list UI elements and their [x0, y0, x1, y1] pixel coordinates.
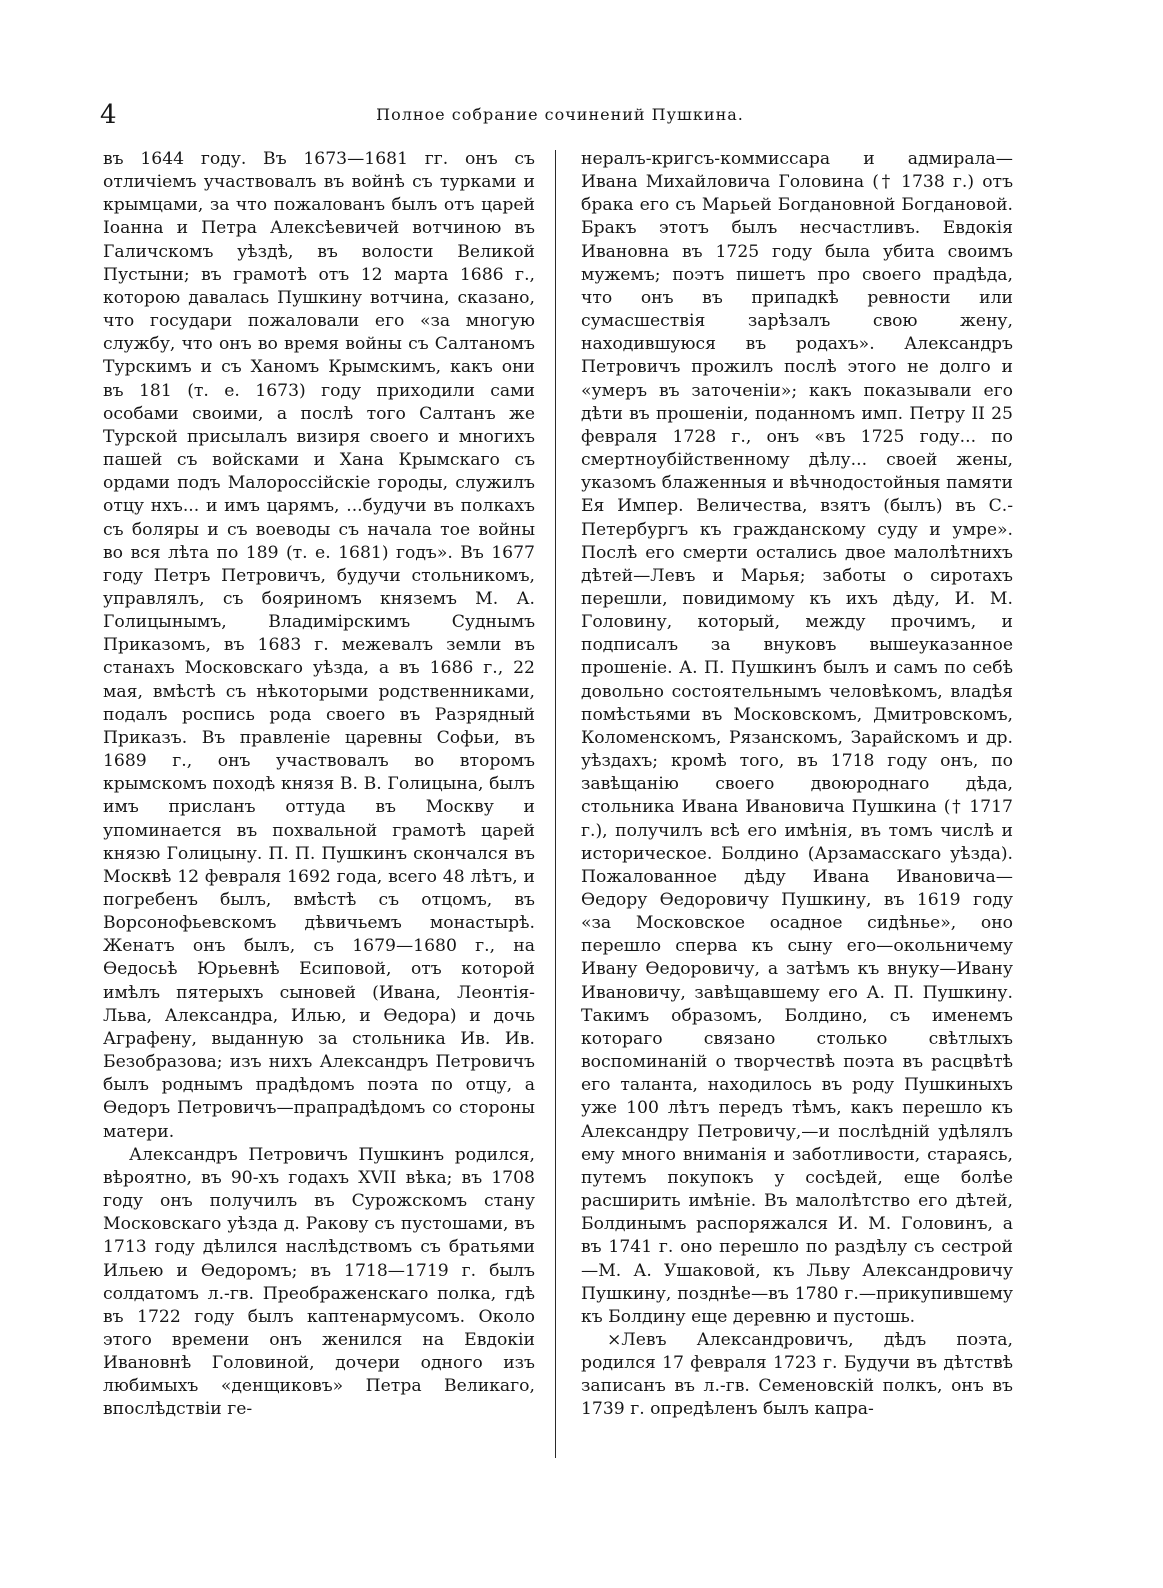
left-paragraph-2: Александръ Петровичъ Пушкинъ родился, вѣроятно, въ 90-хъ годахъ XVII вѣка; въ 1708 году онъ получилъ въ Сурожскомъ стану Московскаго уѣзда д. Ракову съ пустошами, въ 1713 году дѣлился наслѣдствомъ съ братьями Ильею и Ѳедоромъ; въ 1718—1719 г. былъ солдатомъ л.-гв. Преображенскаго полка, гдѣ въ 1722 году былъ каптенармусомъ. Около этого времени онъ женился на Евдокіи Ивановнѣ Головиной, дочери одного изъ любимыхъ «денщиковъ» Петра Великаго, впослѣдствіи ге-: [103, 1144, 535, 1420]
left-column: [103, 148, 535, 1422]
right-column: [581, 148, 1013, 1422]
running-title: Полное собрание сочинений Пушкина.: [376, 105, 744, 124]
right-paragraph-2: ×Левъ Александровичъ, дѣдъ поэта, родился 17 февраля 1723 г. Будучи въ дѣтствѣ записанъ въ л.-гв. Семеновскій полкъ, онъ въ 1739 г. опредѣленъ былъ капра-: [581, 1329, 1013, 1420]
left-paragraph-1: въ 1644 году. Въ 1673—1681 гг. онъ съ отличіемъ участвовалъ въ войнѣ съ турками и крымцами, за что пожалованъ былъ отъ царей Іоанна и Петра Алексѣевичей вотчиною въ Галичскомъ уѣздѣ, въ волости Великой Пустыни; въ грамотѣ отъ 12 марта 1686 г., которою давалась Пушкину вотчина, сказано, что государи пожаловали его «за многую службу, что онъ во время войны съ Салтаномъ Турскимъ и съ Ханомъ Крымскимъ, какъ они въ 181 (т. е. 1673) году приходили сами особами своими, а послѣ того Салтанъ же Турской присылалъ визиря своего и многихъ пашей съ войсками и Хана Крымскаго съ ордами подъ Малороссійскіе городы, служилъ отцу нхъ... и имъ царямъ, ...будучи въ полкахъ съ боляры и съ воеводы съ начала тое войны во вся лѣта по 189 (т. е. 1681) годъ». Въ 1677 году Петръ Петровичъ, будучи стольникомъ, управлялъ, съ бояриномъ княземъ М. А. Голицынымъ, Владимірскимъ Суднымъ Приказомъ, въ 1683 г. межевалъ земли въ станахъ Московскаго уѣзда, а въ 1686 г., 22 мая, вмѣстѣ съ нѣкоторыми родственниками, подалъ роспись рода своего въ Разрядный Приказъ. Въ правленіе царевны Софьи, въ 1689 г., онъ участвовалъ во второмъ крымскомъ походѣ князя В. В. Голицына, былъ имъ присланъ оттуда въ Москву и упоминается въ похвальной грамотѣ царей князю Голицыну. П. П. Пушкинъ скончался въ Москвѣ 12 февраля 1692 года, всего 48 лѣтъ, и погребенъ былъ, вмѣстѣ съ отцомъ, въ Ворсонофьевскомъ дѣвичьемъ монастырѣ. Женатъ онъ былъ, съ 1679—1680 г., на Ѳедосьѣ Юрьевнѣ Есиповой, отъ которой имѣлъ пятерыхъ сыновей (Ивана, Леонтія-Льва, Александра, Илью, и Ѳедора) и дочь Аграфену, выданную за стольника Ив. Ив. Безобразова; изъ нихъ Александръ Петровичъ былъ роднымъ прадѣдомъ поэта по отцу, а Ѳедоръ Петровичъ—прапрадѣдомъ со стороны матери.: [103, 149, 535, 1142]
page-header: [100, 98, 1060, 132]
right-paragraph-1: нералъ-кригсъ-коммиссара и адмирала—Ивана Михайловича Головина († 1738 г.) отъ брака его съ Марьей Богдановной Богдановой. Бракъ этотъ былъ несчастливъ. Евдокія Ивановна въ 1725 году была убита своимъ мужемъ; поэтъ пишетъ про своего прадѣда, что онъ въ припадкѣ ревности или сумасшествія зарѣзалъ свою жену, находившуюся въ родахъ». Александръ Петровичъ прожилъ послѣ этого не долго и «умеръ въ заточеніи»; какъ показывали его дѣти въ прошеніи, поданномъ имп. Петру II 25 февраля 1728 г., онъ «въ 1725 году... по смертноубійственному дѣлу... своей жены, указомъ блаженныя и вѣчнодостойныя памяти Ея Импер. Величества, взятъ (былъ) въ С.-Петербургъ къ гражданскому суду и умре». Послѣ его смерти остались двое малолѣтнихъ дѣтей—Левъ и Марья; заботы о сиротахъ перешли, повидимому къ ихъ дѣду, И. М. Головину, который, между прочимъ, и подписалъ за внуковъ вышеуказанное прошеніе. А. П. Пушкинъ былъ и самъ по себѣ довольно состоятельнымъ человѣкомъ, владѣя помѣстьями въ Московскомъ, Дмитровскомъ, Коломенскомъ, Рязанскомъ, Зарайскомъ и др. уѣздахъ; кромѣ того, въ 1718 году онъ, по завѣщанію своего двоюроднаго дѣда, стольника Ивана Ивановича Пушкина († 1717 г.), получилъ всѣ его имѣнія, въ томъ числѣ и историческое. Болдино (Арзамасскаго уѣзда). Пожалованное дѣду Ивана Ивановича—Ѳедору Ѳедоровичу Пушкину, въ 1619 году «за Московское осадное сидѣнье», оно перешло сперва къ сыну его—окольничему Ивану Ѳедоровичу, а затѣмъ къ внуку—Ивану Ивановичу, завѣщавшему его А. П. Пушкину. Такимъ образомъ, Болдино, съ именемъ котораго связано столько свѣтлыхъ воспоминаній о творчествѣ поэта въ расцвѣтѣ его таланта, находилось въ роду Пушкиныхъ уже 100 лѣтъ передъ тѣмъ, какъ перешло къ Александру Петровичу,—и послѣдній удѣлялъ ему много вниманія и заботливости, стараясь, путемъ покупокъ у сосѣдей, еще болѣе расширить имѣніе. Въ малолѣтство его дѣтей, Болдинымъ распоряжался И. М. Головинъ, а въ 1741 г. оно перешло по раздѣлу съ сестрой—М. А. Ушаковой, къ Льву Александровичу Пушкину, позднѣе—въ 1780 г.—прикупившему къ Болдину еще деревню и пустошь.: [581, 149, 1013, 1327]
page-number: 4: [100, 100, 117, 130]
column-divider: [555, 150, 556, 1458]
